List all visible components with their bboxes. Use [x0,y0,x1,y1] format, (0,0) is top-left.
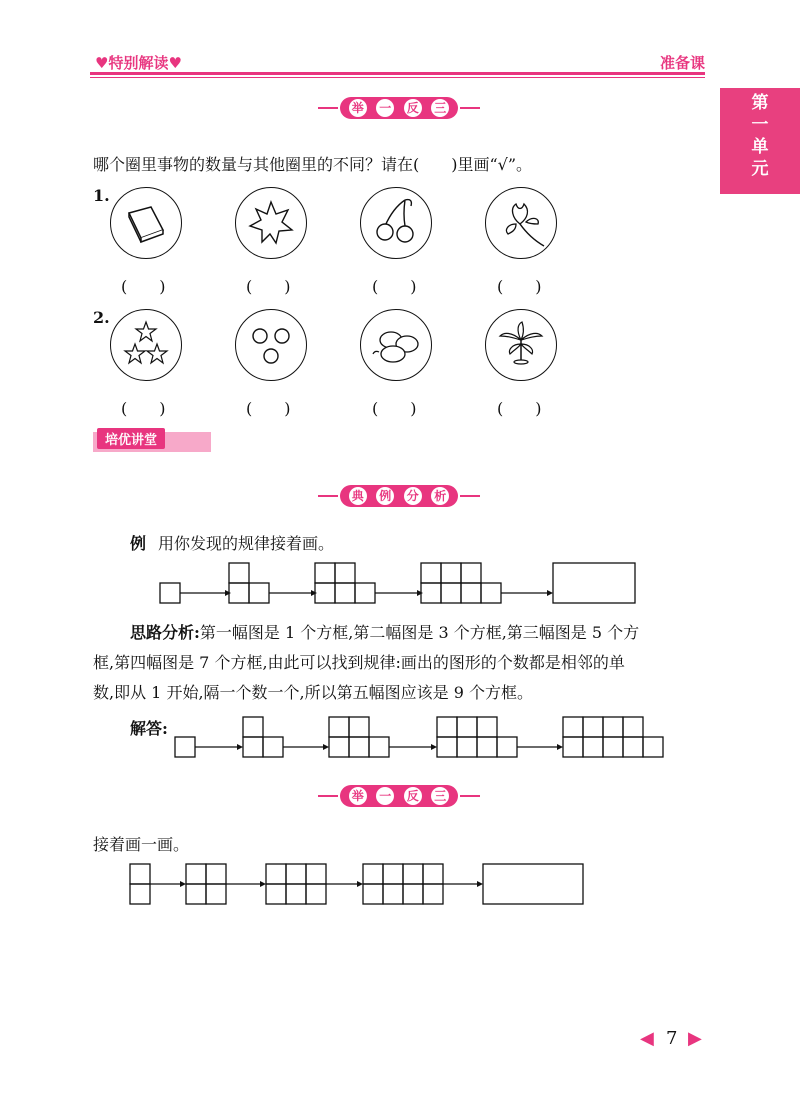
dots-icon [236,310,306,380]
answer-paren[interactable]: ( ) [372,277,417,296]
stars-icon [111,310,181,380]
cherries-icon [361,188,431,258]
fruits-icon [361,310,431,380]
answer-paren[interactable]: ( ) [497,277,542,296]
answer-paren[interactable]: ( ) [246,399,291,418]
example-text: 用你发现的规律接着画。 [158,534,335,553]
header-chapter-title: 准备课 [659,54,705,72]
circle-fruits [360,309,432,381]
banner-char: 分 [404,487,422,505]
page-number: 7 [666,1028,678,1049]
plant-icon [486,310,556,380]
example-pattern [155,560,645,610]
banner-char: 举 [349,99,367,117]
banner-dian-li-fen-xi [318,485,480,507]
example-label: 例 [130,534,147,553]
banner-char: 举 [349,787,367,805]
unit-tab-char: 单 [751,137,769,157]
q1-label: 1. [93,186,110,205]
banner-char: 三 [431,99,449,117]
book-icon [111,188,181,258]
next-page-icon[interactable]: ▶ [688,1028,702,1049]
unit-tab [720,88,800,194]
banner-char: 一 [376,787,394,805]
answer-paren[interactable]: ( ) [121,399,166,418]
practice-pattern [125,860,590,910]
analysis-label: 思路分析: [130,623,200,642]
q2-label: 2. [93,308,110,327]
answer-label: 解答: [130,719,168,738]
header-rule [90,72,705,75]
circle-dots [235,309,307,381]
flower-icon [486,188,556,258]
answer-paren[interactable]: ( ) [246,277,291,296]
banner-char: 反 [404,99,422,117]
leaf-icon [236,188,306,258]
section-tag-label: 培优讲堂 [97,428,165,449]
banner-char: 三 [431,787,449,805]
banner-ju-yi-fan-san [318,97,480,119]
analysis-line-2: 框,第四幅图是 7 个方框,由此可以找到规律:画出的图形的个数都是相邻的单 [93,653,625,672]
circle-leaf [235,187,307,259]
prev-page-icon[interactable]: ◀ [640,1028,654,1049]
banner-char: 一 [376,99,394,117]
question-text: 哪个圈里事物的数量与其他圈里的不同？请在( )里画“√”。 [93,155,533,174]
practice-text: 接着画一画。 [93,835,190,854]
circle-book [110,187,182,259]
unit-tab-char: 一 [751,115,769,135]
circle-plant [485,309,557,381]
answer-paren[interactable]: ( ) [372,399,417,418]
unit-tab-char: 元 [751,159,769,179]
answer-paren[interactable]: ( ) [121,277,166,296]
circle-flower [485,187,557,259]
section-tag [93,432,211,452]
analysis-line-3: 数,即从 1 开始,隔一个数一个,所以第五幅图应该是 9 个方框。 [93,683,533,702]
banner-char: 反 [404,787,422,805]
header-rule-thin [90,77,705,78]
answer-paren[interactable]: ( ) [497,399,542,418]
answer-pattern [170,714,670,760]
circle-cherries [360,187,432,259]
banner-char: 例 [376,487,394,505]
banner-char: 析 [431,487,449,505]
unit-tab-char: 第 [751,93,769,113]
banner-ju-yi-fan-san-2 [318,785,480,807]
analysis-line: 第一幅图是 1 个方框,第二幅图是 3 个方框,第三幅图是 5 个方 [199,623,640,642]
banner-char: 典 [349,487,367,505]
header-section-title: ♥特别解读♥ [95,54,182,72]
circle-stars [110,309,182,381]
analysis-block [130,618,710,648]
